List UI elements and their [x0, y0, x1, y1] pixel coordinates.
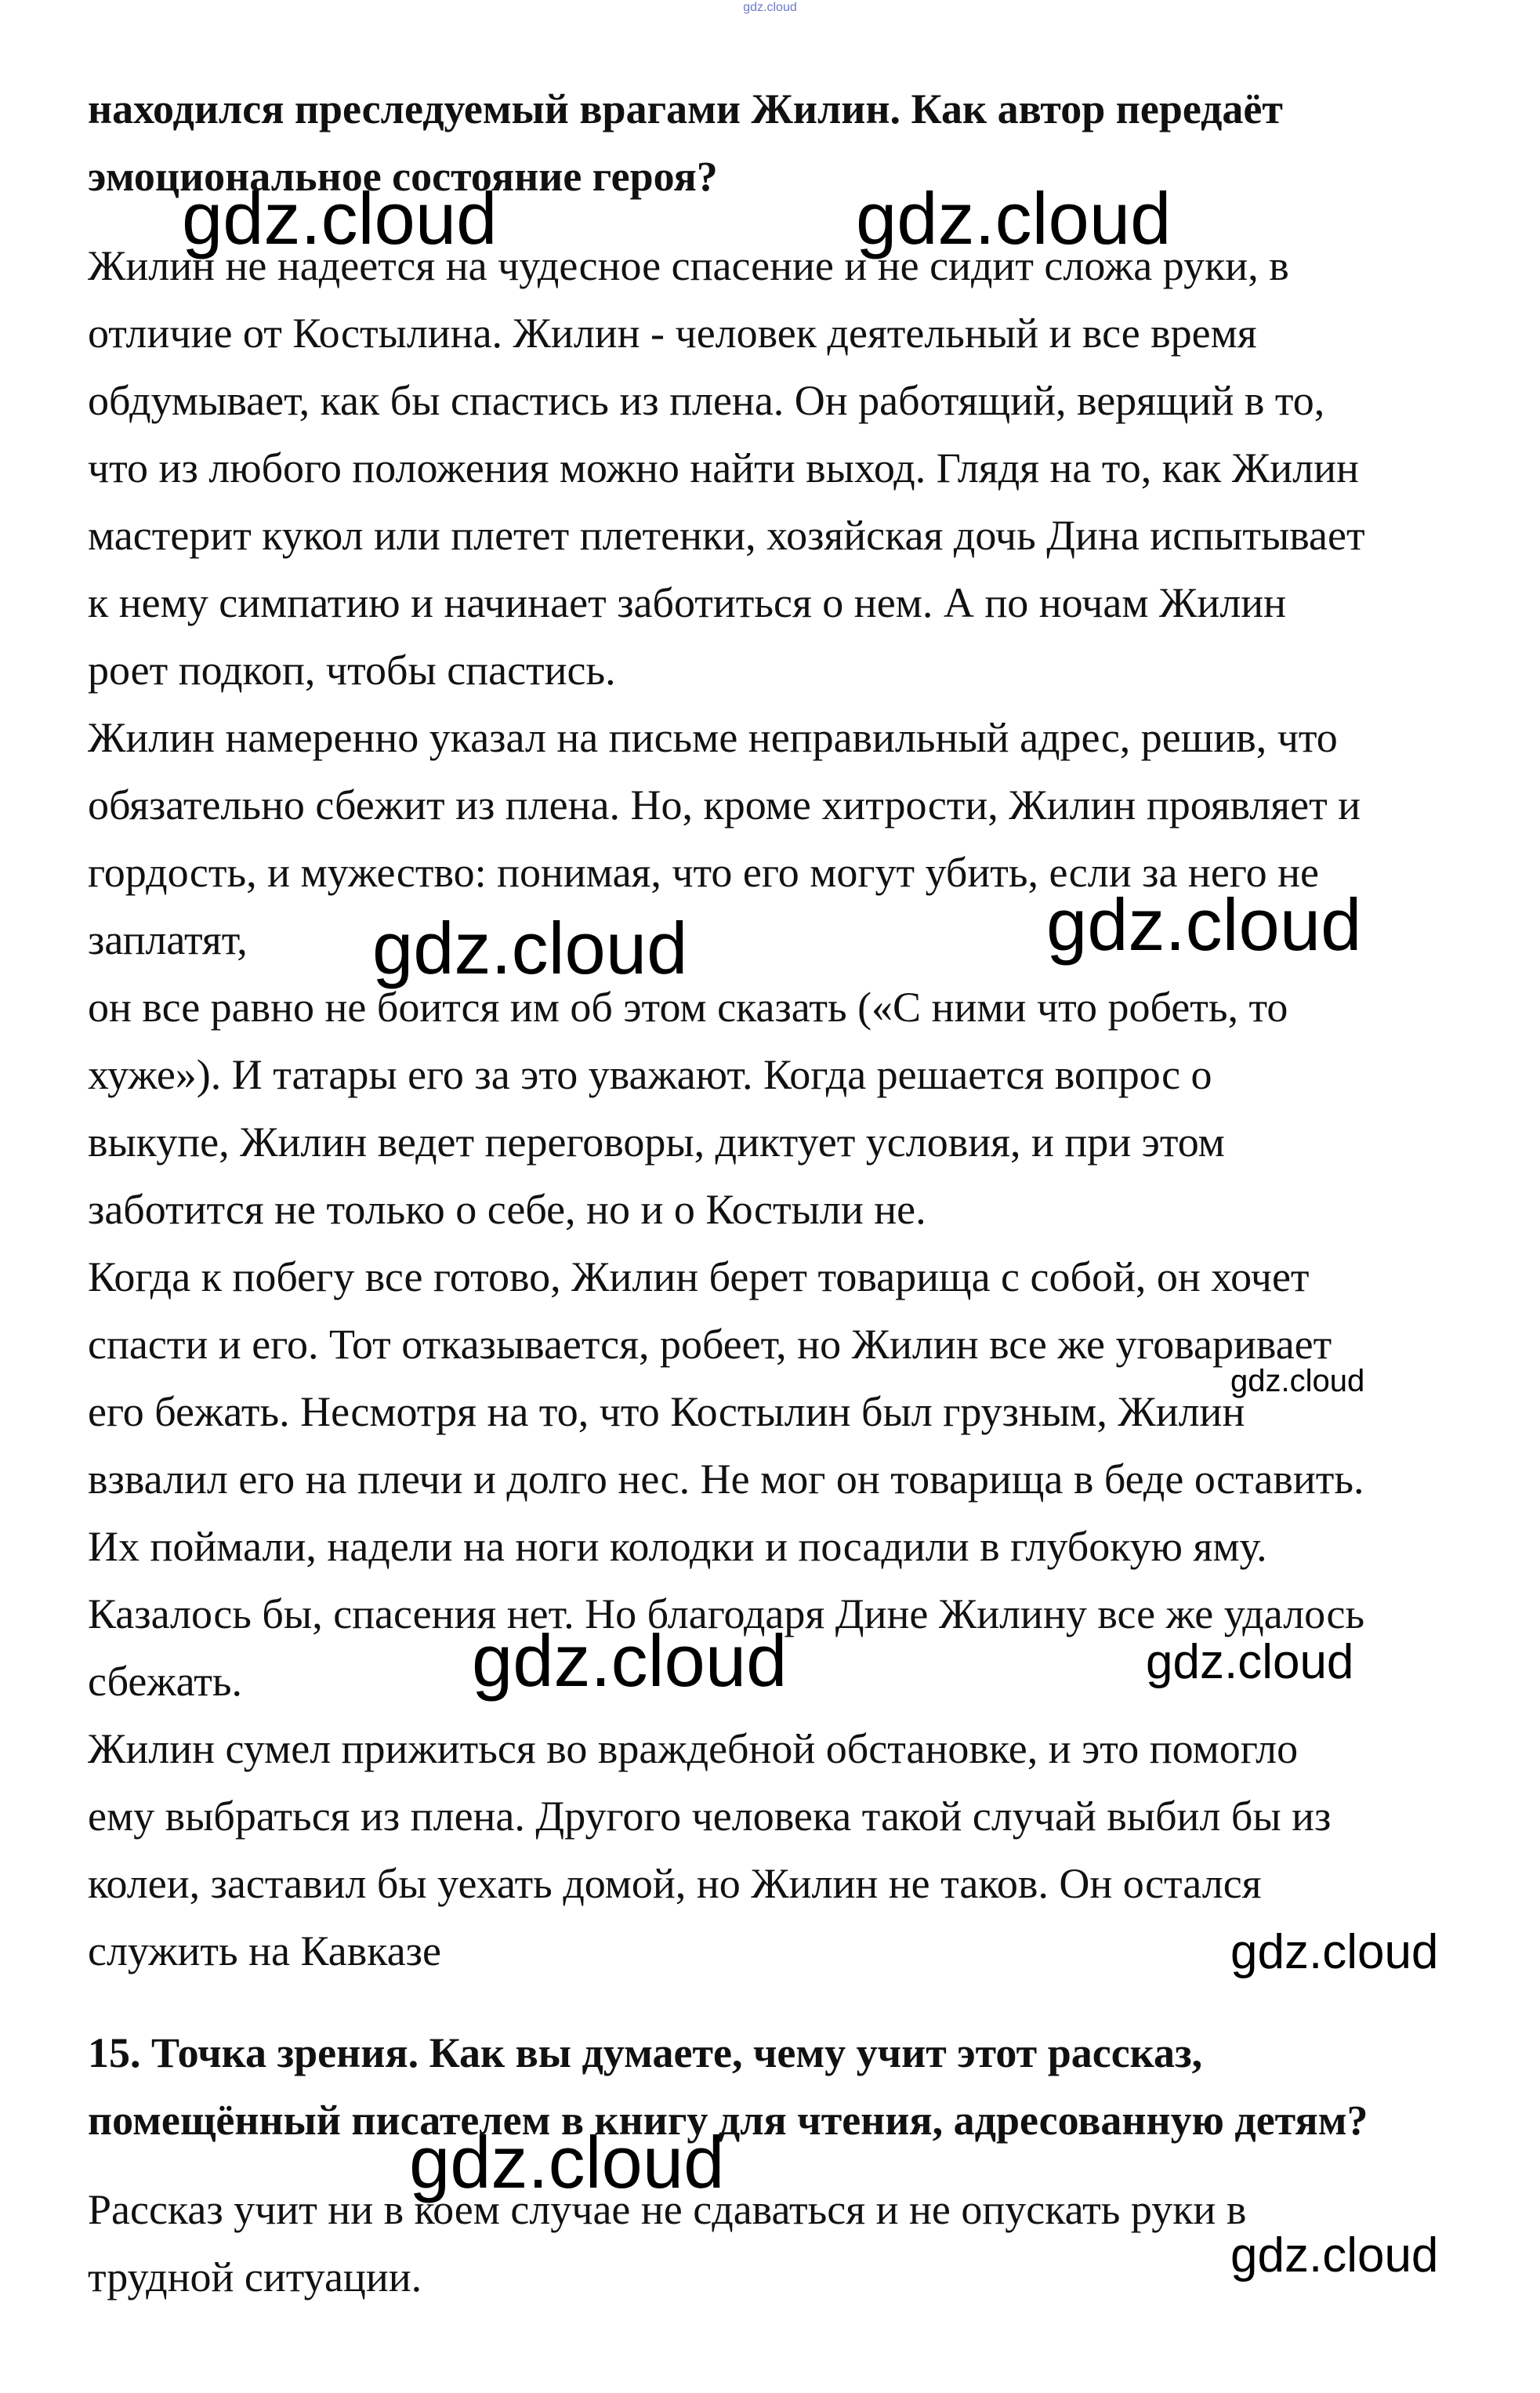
watermark: gdz.cloud: [1230, 1925, 1439, 1979]
answer-line: роет подкоп, чтобы спастись.: [88, 647, 616, 694]
answer-line: заплатят,: [88, 916, 248, 963]
answer-line: его бежать. Несмотря на то, что Костылин был грузным, Жилин: [88, 1388, 1245, 1435]
question-line: 15. Точка зрения. Как вы думаете, чему учит этот рассказ,: [88, 2029, 1203, 2076]
watermark: gdz.cloud: [472, 1619, 788, 1702]
answer-line: хуже»). И татары его за это уважают. Когда решается вопрос о: [88, 1051, 1212, 1098]
answer-line: трудной ситуации.: [88, 2253, 422, 2301]
answer-line: гордость, и мужество: понимая, что его могут убить, если за него не: [88, 849, 1319, 896]
watermark: gdz.cloud: [182, 177, 498, 259]
watermark: gdz.cloud: [856, 177, 1172, 259]
answer-line: отличие от Костылина. Жилин - человек деятельный и все время: [88, 310, 1257, 357]
watermark: gdz.cloud: [1230, 1364, 1365, 1398]
answer-line: Жилин не надеется на чудесное спасение и не сидит сложа руки, в: [88, 242, 1289, 289]
answer-line: Рассказ учит ни в коем случае не сдаваться и не опускать руки в: [88, 2186, 1247, 2233]
watermark: gdz.cloud: [372, 907, 688, 989]
answer-line: спасти и его. Тот отказывается, робеет, но Жилин все же уговаривает: [88, 1321, 1332, 1368]
answer-line: взвалил его на плечи и долго нес. Не мог он товарища в беде оставить.: [88, 1456, 1364, 1503]
watermark: gdz.cloud: [1046, 883, 1362, 966]
watermark: gdz.cloud: [1230, 2228, 1439, 2282]
answer-line: сбежать.: [88, 1658, 242, 1705]
watermark: gdz.cloud: [409, 2121, 725, 2203]
answer-line: Жилин сумел прижиться во враждебной обстановке, и это помогло: [88, 1725, 1299, 1772]
watermark: gdz.cloud: [1146, 1635, 1354, 1689]
answer-line: заботится не только о себе, но и о Костыли не.: [88, 1186, 926, 1233]
answer-line: обдумывает, как бы спастись из плена. Он работящий, верящий в то,: [88, 377, 1325, 424]
question-line: эмоциональное состояние героя?: [88, 153, 718, 200]
answer-line: что из любого положения можно найти выход. Глядя на то, как Жилин: [88, 444, 1359, 491]
answer-line: Жилин намеренно указал на письме неправильный адрес, решив, что: [88, 714, 1338, 761]
answer-line: он все равно не боится им об этом сказать («С ними что робеть, то: [88, 984, 1288, 1031]
answer-line: ему выбраться из плена. Другого человека такой случай выбил бы из: [88, 1793, 1332, 1840]
answer-line: выкупе, Жилин ведет переговоры, диктует условия, и при этом: [88, 1119, 1225, 1166]
question-line: находился преследуемый врагами Жилин. Как автор передаёт: [88, 85, 1283, 132]
answer-line: к нему симпатию и начинает заботиться о нем. А по ночам Жилин: [88, 579, 1287, 626]
question-15: [88, 2019, 1483, 2154]
answer-line: служить на Кавказе: [88, 1927, 441, 1974]
answer-line: Когда к побегу все готово, Жилин берет товарища с собой, он хочет: [88, 1253, 1310, 1300]
answer-line: обязательно сбежит из плена. Но, кроме хитрости, Жилин проявляет и: [88, 781, 1361, 828]
answer-line: колеи, заставил бы уехать домой, но Жилин не таков. Он остался: [88, 1860, 1262, 1907]
question-line: помещённый писателем в книгу для чтения, адресованную детям?: [88, 2097, 1368, 2144]
answer-paragraphs: [88, 232, 1483, 1985]
header-watermark: gdz.cloud: [743, 1, 797, 14]
answer-line: Их поймали, надели на ноги колодки и посадили в глубокую яму.: [88, 1523, 1267, 1570]
answer-line: мастерит кукол или плетет плетенки, хозяйская дочь Дина испытывает: [88, 512, 1365, 559]
answer-line: Казалось бы, спасения нет. Но благодаря Дине Жилину все же удалось: [88, 1590, 1365, 1637]
